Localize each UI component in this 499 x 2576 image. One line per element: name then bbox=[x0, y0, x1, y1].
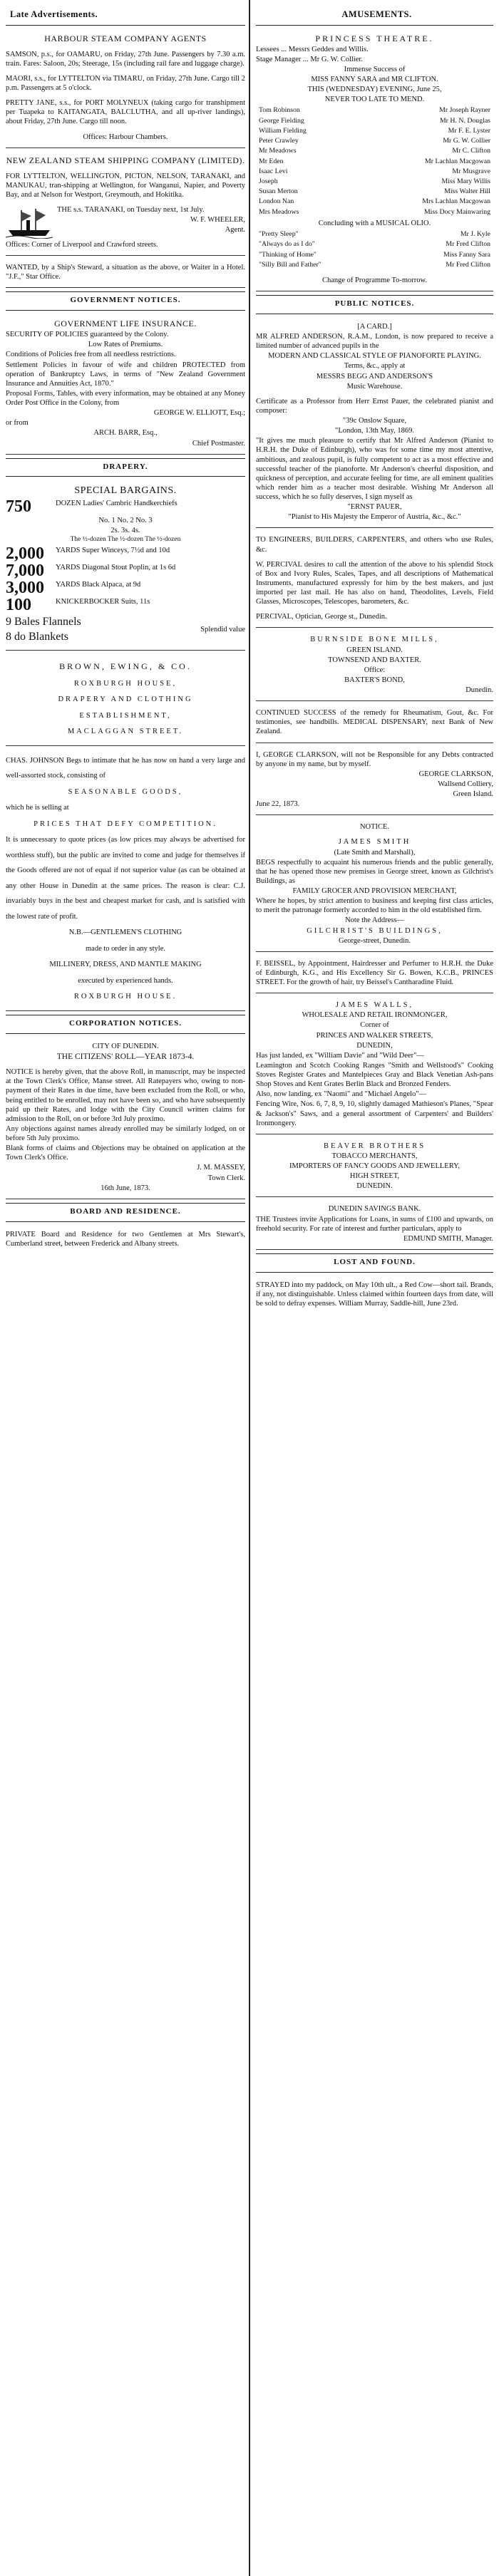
cast-row bbox=[257, 127, 492, 135]
song-actor: Mr Fred Clifton bbox=[446, 260, 490, 269]
corp-city: CITY OF DUNEDIN. bbox=[92, 1042, 159, 1050]
bargain-3000-number: 3,000 bbox=[6, 579, 44, 597]
anderson-pauer2: "Pianist to His Majesty the Emperor of Austria, &c., &c." bbox=[288, 513, 461, 522]
board-ad bbox=[6, 1226, 245, 1254]
cast-row bbox=[257, 167, 492, 176]
savings-signer: EDMUND SMITH, Manager. bbox=[403, 1234, 493, 1243]
percival-body: W. PERCIVAL desires to call the attention of the above to his splendid Stock of Box and Ivory Rules, Scales, Tapes, and all descriptions of Mathematical Instruments, manufactured expressly for him by the best makers, and just imported per last mail. He has also on hand, Theodolites, Levels, Field Glasses, Microscopes, Telescopes, barometers, &c. bbox=[256, 560, 493, 606]
johnson-prices: PRICES THAT DEFY COMPETITION. bbox=[34, 819, 217, 828]
corporation-notices-header: CORPORATION NOTICES. bbox=[6, 1015, 245, 1034]
johnson-body: It is unnecessary to quote prices (as low prices may always be advertised for worthless stuff), but the public are invited to come and judge for themselves if the Goods offered are not of equal if not superior value (as can be obtained at any other House in Dunedin at the same prices. The reason is clear: C.J. invariably buys in the best and cheapest market for cash, and is satisfied with the lowest rate of profit. bbox=[6, 836, 245, 921]
cast-actor: Mr Musgrave bbox=[452, 167, 490, 175]
special-bargains-ad bbox=[6, 481, 245, 651]
gov-barr: ARCH. BARR, Esq., bbox=[93, 429, 158, 438]
cast-row bbox=[257, 157, 492, 166]
cast-actor: Mr Joseph Rayner bbox=[439, 106, 490, 115]
princess-lessees: Lessees ... Messrs Geddes and Willis. bbox=[256, 45, 369, 53]
savings-bank-ad bbox=[256, 1201, 493, 1250]
bargain-750-cols: No. 1 No. 2 No. 3 bbox=[98, 516, 153, 524]
bargain-blankets: 8 do Blankets bbox=[6, 631, 68, 643]
song-role: "Thinking of Home" bbox=[259, 250, 317, 259]
bargain-3000-text: YARDS Black Alpaca, at 9d bbox=[56, 581, 141, 589]
bone-bond: BAXTER'S BOND, bbox=[344, 676, 405, 684]
corp-body: NOTICE is hereby given, that the above Roll, in manuscript, may be inspected at the Town Clerk's Office, Manse street. All Ratepayers who, owing to non-payment of their Rates in due time, have been excluded from the Roll, or who, being entitled to be enrolled, may not have been so, and who have subsequently paid up their Rates, and lodge with the City Council written claims for admission to the Roll, on or before 3rd July proximo. bbox=[6, 1068, 245, 1123]
clarkson-date: June 22, 1873. bbox=[256, 800, 300, 809]
government-notices-header: GOVERNMENT NOTICES. bbox=[6, 291, 245, 311]
gov-title: GOVERNMENT LIFE INSURANCE. bbox=[54, 319, 197, 329]
bone-loc: GREEN ISLAND. bbox=[346, 646, 403, 654]
medical-ad bbox=[256, 705, 493, 743]
gov-p2: Low Rates of Premiums. bbox=[88, 341, 163, 349]
bargain-2000-number: 2,000 bbox=[6, 544, 44, 563]
cast-actor: Miss Walter Hill bbox=[444, 187, 490, 196]
beissel-text: F. BEISSEL, by Appointment, Hairdresser and Perfumer to H.R.H. the Duke of Edinburgh, K.G., and His Excellency Sir G. Bowen, K.C.B., PRINCES STREET. For the growth of hair, try Beissel's Cantharadine Fluid. bbox=[256, 959, 493, 987]
walls-corner: Corner of bbox=[360, 1021, 389, 1030]
cast-role: Mr Meadows bbox=[259, 147, 297, 155]
bargain-7000-text: YARDS Diagonal Stout Poplin, at 1s 6d bbox=[56, 564, 176, 571]
public-notices-header: PUBLIC NOTICES. bbox=[256, 295, 493, 314]
nz-steam-ad bbox=[6, 152, 245, 257]
beaver-ad bbox=[256, 1138, 493, 1198]
princess-success: Immense Success of bbox=[344, 65, 406, 73]
bargain-splendid: Splendid value bbox=[200, 625, 245, 633]
gov-from: GEORGE W. ELLIOTT, Esq.; bbox=[153, 409, 245, 418]
beissel-ad bbox=[256, 956, 493, 993]
cast-actor: Mr H. N. Douglas bbox=[439, 116, 490, 125]
princess-evening: THIS (WEDNESDAY) EVENING, June 25, bbox=[307, 86, 442, 94]
song-row bbox=[257, 240, 492, 249]
nz-steam-role: Agent. bbox=[225, 226, 245, 234]
harbour-offices: Offices: Harbour Chambers. bbox=[83, 133, 168, 141]
song-role: "Pretty Sleep" bbox=[259, 230, 299, 239]
bargain-2000-text: YARDS Super Winceys, 7½d and 10d bbox=[56, 547, 170, 554]
samson-notice: SAMSON, p.s., for OAMARU, on Friday, 27th June. Passengers by 7.30 a.m. train. Fares: Saloon, 20s; Steerage, 15s (including rail fare and luggage charge). bbox=[6, 50, 245, 68]
bone-title: BURNSIDE BONE MILLS, bbox=[310, 636, 439, 644]
cast-actor: Mr C. Clifton bbox=[452, 147, 490, 155]
cast-actor: Mr G. W. Collier bbox=[443, 137, 490, 145]
bargain-100-text: KNICKERBOCKER Suits, 11s bbox=[56, 598, 150, 606]
corp-body3: Blank forms of claims and Objections may be obtained on application at the Town Clerk's Office. bbox=[6, 1144, 245, 1162]
clarkson-body: I, GEORGE CLARKSON, will not be Responsible for any Debts contracted by anyone in my name, but by myself. bbox=[256, 750, 493, 768]
savings-body: THE Trustees invite Applications for Loans, in sums of £100 and upwards, on freehold security. For rate of interest and further particulars, apply to bbox=[256, 1215, 493, 1233]
bargain-750-number: 750 bbox=[6, 497, 31, 516]
beaver-title: BEAVER BROTHERS bbox=[323, 1142, 426, 1150]
walls-also: Also, now landing, ex "Naomi" and "Michael Angelo"— bbox=[256, 1090, 427, 1099]
maori-notice: MAORI, s.s., for LYTTELTON via TIMARU, on Friday, 27th June. Cargo till 2 p.m. Passengers at 5 o'clock. bbox=[6, 74, 245, 92]
walls-items: Leamington and Scotch Cooking Ranges "Smith and Wellstood's" Cooking Stoves Register Grates and Mantelpieces Gray and Black Venetian Ash-pans Shop Stoves and Kent Grates Berlin Black and Bronzed Fenders. bbox=[256, 1061, 493, 1089]
brown-title: BROWN, EWING, & CO. bbox=[59, 661, 192, 671]
board-text: PRIVATE Board and Residence for two Gentlemen at Mrs Stewart's, Cumberland street, between Frederick and Albany streets. bbox=[6, 1230, 245, 1248]
walls-streets: PRINCES AND WALKER STREETS, bbox=[316, 1031, 433, 1040]
notice-family: FAMILY GROCER AND PROVISION MERCHANT, bbox=[292, 887, 457, 896]
cast-row bbox=[257, 177, 492, 186]
notice-body: BEGS respectfully to acquaint his numerous friends and the public generally, that he has opened those new premises in George street, known as Gilchrist's Buildings, as bbox=[256, 858, 493, 885]
johnson-house: ROXBURGH HOUSE. bbox=[73, 993, 178, 1001]
brown-street: MACLAGGAN STREET. bbox=[67, 728, 184, 736]
cast-role: London Nan bbox=[259, 197, 294, 206]
walls-ad bbox=[256, 997, 493, 1134]
taranaki-notice: THE s.s. TARANAKI, on Tuesday next, 1st July. bbox=[57, 206, 205, 214]
right-column bbox=[252, 0, 499, 2576]
medical-text: CONTINUED SUCCESS of the remedy for Rheumatism, Gout, &c. For testimonies, see handbills. MEDICAL DISPENSARY, next Bank of New Zealand. bbox=[256, 709, 493, 736]
cast-row bbox=[257, 187, 492, 196]
princess-stars: MISS FANNY SARA and MR CLIFTON. bbox=[311, 76, 438, 83]
notice-where: Where he hopes, by strict attention to business and keeping first class articles, to merit the patronage formerly accorded to him in the old established firm. bbox=[256, 897, 493, 915]
wanted-ad bbox=[6, 259, 245, 288]
column-rule bbox=[249, 0, 250, 2576]
wanted-text: WANTED, by a Ship's Steward, a situation as the above, or Waiter in a Hotel. "J.F.," Star Office. bbox=[6, 264, 245, 281]
clarkson-place2: Green Island. bbox=[453, 790, 493, 799]
song-role: "Always do as I do" bbox=[259, 240, 315, 249]
anderson-body: MR ALFRED ANDERSON, R.A.M., London, is now prepared to receive a limited number of advanced pupils in the bbox=[256, 333, 493, 351]
gov-barr-role: Chief Postmaster. bbox=[192, 439, 245, 448]
cast-row bbox=[257, 106, 492, 115]
harbour-title: HARBOUR STEAM COMPANY AGENTS bbox=[44, 33, 207, 43]
princess-change: Change of Programme To-morrow. bbox=[321, 276, 428, 285]
cast-role: George Fielding bbox=[259, 116, 304, 125]
citizens-roll-ad bbox=[6, 1038, 245, 1199]
gov-p3: Conditions of Policies free from all needless restrictions. bbox=[6, 351, 176, 359]
princess-title: PRINCESS THEATRE. bbox=[315, 33, 434, 43]
song-row bbox=[257, 230, 492, 239]
johnson-goods: SEASONABLE GOODS, bbox=[68, 787, 183, 796]
gov-insurance-ad bbox=[6, 315, 245, 455]
gov-p5: Proposal Forms, Tables, with every information, may be obtained at any Money Order Post Office in the Colony, from bbox=[6, 389, 245, 407]
princess-play: NEVER TOO LATE TO MEND. bbox=[324, 95, 425, 104]
builders-text: TO ENGINEERS, BUILDERS, CARPENTERS, and others who use Rules, &c. bbox=[256, 536, 493, 554]
cast-role: Susan Merton bbox=[259, 187, 298, 196]
song-role: "Silly Bill and Father" bbox=[259, 260, 321, 269]
johnson-ad bbox=[6, 750, 245, 1011]
cast-role: Isaac Levi bbox=[259, 167, 288, 175]
nz-steam-title: NEW ZEALAND STEAM SHIPPING COMPANY (LIMITED). bbox=[6, 155, 245, 165]
brown-ewing-ad bbox=[6, 654, 245, 746]
bone-city: Dunedin. bbox=[465, 686, 493, 695]
cast-role: Joseph bbox=[259, 177, 278, 186]
savings-title: DUNEDIN SAVINGS BANK. bbox=[328, 1205, 421, 1214]
corp-signer: J. M. MASSEY, bbox=[197, 1164, 245, 1172]
princess-theatre-ad bbox=[256, 30, 493, 292]
princess-concluding: Concluding with a MUSICAL OLIO. bbox=[318, 219, 431, 227]
board-header: BOARD AND RESIDENCE. bbox=[6, 1203, 245, 1222]
cast-actor: Miss Docy Mainwaring bbox=[423, 207, 490, 216]
walls-city: DUNEDIN, bbox=[356, 1041, 393, 1050]
cast-actor: Mrs Lachlan Macgowan bbox=[422, 197, 490, 206]
johnson-nb: N.B.—GENTLEMEN'S CLOTHING bbox=[68, 929, 182, 937]
anderson-cert: Certificate as a Professor from Herr Ernst Pauer, the celebrated pianist and composer: bbox=[256, 397, 493, 415]
anderson-warehouse: Music Warehouse. bbox=[346, 382, 403, 390]
notice-addr: Note the Address— bbox=[345, 916, 404, 925]
beaver-sub: TOBACCO MERCHANTS, bbox=[331, 1152, 418, 1160]
song-row bbox=[257, 261, 492, 269]
cast-role: William Fielding bbox=[259, 126, 307, 135]
notice-st: George-street, Dunedin. bbox=[339, 936, 411, 945]
bargain-7000-number: 7,000 bbox=[6, 562, 44, 580]
walls-sub: WHOLESALE AND RETAIL IRONMONGER, bbox=[302, 1011, 448, 1020]
cast-role: Mrs Meadows bbox=[259, 207, 299, 216]
song-actor: Mr J. Kyle bbox=[460, 230, 490, 239]
gov-or: or from bbox=[6, 419, 29, 428]
walls-title: JAMES WALLS, bbox=[335, 1001, 414, 1010]
bargain-750-text: DOZEN Ladies' Cambric Handkerchiefs bbox=[56, 499, 178, 507]
cast-role: Tom Robinson bbox=[259, 106, 300, 115]
lost-found-header: LOST AND FOUND. bbox=[256, 1253, 493, 1273]
anderson-addr2: "London, 13th May, 1869. bbox=[335, 427, 414, 435]
anderson-addr: "39c Onslow Square, bbox=[342, 417, 407, 425]
bargain-750-prices: 2s. 3s. 4s. bbox=[110, 527, 140, 534]
smith-notice-ad bbox=[256, 819, 493, 952]
cast-role: Mr Eden bbox=[259, 157, 284, 165]
anderson-terms: Terms, &c., apply at bbox=[344, 362, 406, 371]
cast-actor: Miss Mary Willis bbox=[441, 177, 490, 186]
lost-ad bbox=[256, 1277, 493, 1314]
johnson-nb2: made to order in any style. bbox=[86, 944, 165, 953]
amusements-header: AMUSEMENTS. bbox=[256, 6, 493, 26]
notice-title: NOTICE. bbox=[359, 823, 390, 832]
harbour-steam-ad bbox=[6, 30, 245, 148]
beaver-imp: IMPORTERS OF FANCY GOODS AND JEWELLERY, bbox=[289, 1162, 460, 1171]
anderson-ad bbox=[256, 319, 493, 529]
notice-late: (Late Smith and Marshall), bbox=[334, 848, 416, 857]
percival-sig: PERCIVAL, Optician, George st., Dunedin. bbox=[256, 613, 387, 621]
notice-name: JAMES SMITH bbox=[338, 838, 411, 847]
anderson-messrs: MESSRS BEGG AND ANDERSON'S bbox=[316, 372, 433, 381]
johnson-which: which he is selling at bbox=[6, 804, 69, 812]
drapery-header: DRAPERY. bbox=[6, 458, 245, 477]
ship-icon bbox=[6, 206, 53, 239]
gov-p4: Settlement Policies in favour of wife and children PROTECTED from operation of Bankruptcy Laws, in terms of "New Zealand Government Insurance and Annuities Act, 1870." bbox=[6, 361, 245, 388]
bargain-100-number: 100 bbox=[6, 596, 31, 614]
anderson-letter: "It gives me much pleasure to certify that Mr Alfred Anderson (Pianist to H.R.H. the Duke of Edinburgh), who was for some time my most attentive, ambitious, and zealous pupil, is fully competent to act as a most effective and successful teacher of the pianoforte. Mr Anderson's cheerful disposition, and quickness of perception, and accurate feeling for time, are all eminent qualities which render him as a teacher most desirable. Wishing Mr Anderson all success, which he so fully deserves, I sign myself as bbox=[256, 437, 493, 502]
bone-office: Office: bbox=[364, 666, 386, 674]
song-actor: Miss Fanny Sara bbox=[443, 250, 490, 259]
johnson-exec: executed by experienced hands. bbox=[78, 976, 173, 985]
gov-p1: SECURITY OF POLICIES guaranteed by the Colony. bbox=[6, 331, 169, 339]
lost-text: STRAYED into my paddock, on May 10th ult., a Red Cow—short tail. Brands, if any, not distinguishable. Unless claimed within fourteen days from date, will be sold to defray expenses. William Murray, Saddle-hill, June 23rd. bbox=[256, 1281, 493, 1308]
clarkson-signer: GEORGE CLARKSON, bbox=[418, 770, 493, 778]
princess-manager: Stage Manager ... Mr G. W. Collier. bbox=[256, 55, 363, 63]
pretty-jane-notice: PRETTY JANE, s.s., for PORT MOLYNEUX (taking cargo for transhipment per Tuapeka to KAITANGATA, BALCLUTHA, and all up-river landings), about Friday, 27th June. Cargo till noon. bbox=[6, 99, 245, 126]
nz-steam-signer: W. F. WHEELER, bbox=[190, 216, 245, 224]
cast-actor: Mr F. E. Lyster bbox=[448, 126, 490, 135]
bargain-750-per: The ½-dozen The ½-dozen The ½-dozen bbox=[70, 536, 181, 544]
bargain-flannels: 9 Bales Flannels bbox=[6, 616, 81, 628]
late-advertisements-header: Late Advertisements. bbox=[6, 6, 245, 26]
johnson-intro: CHAS. JOHNSON Begs to intimate that he has now on hand a very large and well-assorted stock, consisting of bbox=[6, 756, 245, 780]
beaver-city: DUNEDIN. bbox=[356, 1182, 393, 1191]
johnson-mill: MILLINERY, DRESS, AND MANTLE MAKING bbox=[49, 961, 202, 969]
clarkson-place: Wallsend Colliery, bbox=[438, 780, 493, 788]
song-row bbox=[257, 251, 492, 259]
corp-title: THE CITIZENS' ROLL—YEAR 1873-4. bbox=[56, 1052, 195, 1061]
walls-fencing: Fencing Wire, Nos. 6, 7, 8, 9, 10, slightly damaged Mathieson's Planes, "Spear & Jackson's" Saws, and a general assortment of Carpenters' and Builders' Ironmongery. bbox=[256, 1100, 493, 1127]
corp-role: Town Clerk. bbox=[207, 1174, 245, 1182]
notice-build: GILCHRIST'S BUILDINGS, bbox=[307, 926, 443, 935]
cast-row bbox=[257, 208, 492, 217]
nz-steam-offices: Offices: Corner of Liverpool and Crawford streets. bbox=[6, 241, 158, 249]
cast-row bbox=[257, 137, 492, 145]
clarkson-ad bbox=[256, 747, 493, 816]
cast-row bbox=[257, 147, 492, 155]
brown-dep: DRAPERY AND CLOTHING bbox=[58, 695, 193, 704]
cast-row bbox=[257, 117, 492, 125]
anderson-card: [A CARD.] bbox=[357, 322, 392, 331]
cast-table bbox=[256, 105, 493, 218]
cast-role: Peter Crawley bbox=[259, 137, 299, 145]
walls-landed: Has just landed, ex "William Davie" and "Wild Deer"— bbox=[256, 1051, 424, 1060]
beaver-st: HIGH STREET, bbox=[349, 1172, 400, 1181]
cast-row bbox=[257, 197, 492, 206]
cast-actor: Mr Lachlan Macgowan bbox=[425, 157, 490, 165]
percival-ad bbox=[256, 532, 493, 628]
anderson-pauer: "ERNST PAUER, bbox=[347, 503, 402, 512]
corp-body2: Any objections against names already enrolled may be similarly lodged, on or before 5th July proximo. bbox=[6, 1124, 245, 1143]
bone-mills-ad bbox=[256, 631, 493, 701]
brown-est: ESTABLISHMENT, bbox=[79, 711, 172, 720]
bargains-title: SPECIAL BARGAINS. bbox=[74, 485, 177, 497]
corp-date: 16th June, 1873. bbox=[101, 1184, 150, 1192]
bone-firm: TOWNSEND AND BAXTER. bbox=[328, 656, 421, 664]
brown-house: ROXBURGH HOUSE, bbox=[73, 679, 178, 688]
anderson-modern: MODERN AND CLASSICAL STYLE OF PIANOFORTE PLAYING. bbox=[268, 352, 481, 361]
song-actor: Mr Fred Clifton bbox=[446, 240, 490, 249]
nz-steam-routes: FOR LYTTELTON, WELLINGTON, PICTON, NELSON, TARANAKI, and MANUKAU, tran-shipping at Wellington, for Wanganui, Napier, and Poverty Bay, and at Nelson for Westport, Greymouth, and Hokitika. bbox=[6, 172, 245, 199]
songs-table bbox=[256, 229, 493, 271]
